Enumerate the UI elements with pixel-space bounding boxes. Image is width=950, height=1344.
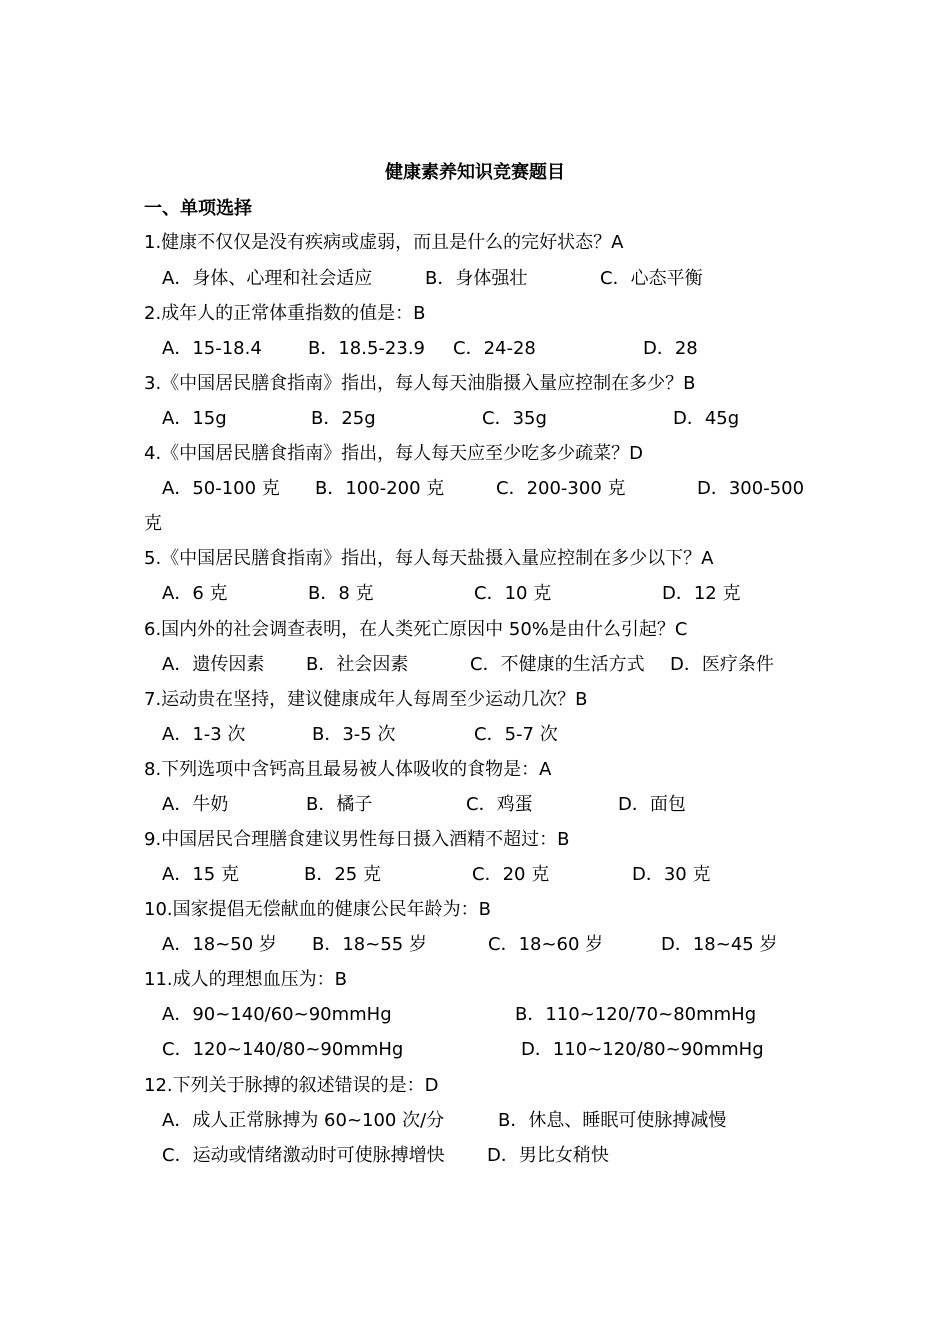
q9-option-d: D．30 克 <box>632 864 711 885</box>
q8-option-b: B．橘子 <box>306 794 373 815</box>
q1-option-a: A．身体、心理和社会适应 <box>162 268 373 289</box>
q7-option-a: A．1-3 次 <box>162 724 246 745</box>
question-8: 8.下列选项中含钙高且最易被人体吸收的食物是：A <box>144 759 552 780</box>
q11-option-b: B．110~120/70~80mmHg <box>515 1004 757 1025</box>
q5-option-a: A．6 克 <box>162 583 228 604</box>
q4-option-c: C．200-300 克 <box>496 478 626 499</box>
q3-option-d: D．45g <box>673 408 740 429</box>
question-7: 7.运动贵在坚持，建议健康成年人每周至少运动几次？B <box>144 689 588 710</box>
q12-option-b: B．休息、睡眠可使脉搏减慢 <box>498 1110 727 1131</box>
q10-option-c: C．18~60 岁 <box>488 934 604 955</box>
q2-option-b: B．18.5-23.9 <box>308 338 425 359</box>
q3-option-a: A．15g <box>162 408 227 429</box>
q11-option-c: C．120~140/80~90mmHg <box>162 1039 404 1060</box>
question-4: 4.《中国居民膳食指南》指出，每人每天应至少吃多少疏菜？D <box>144 443 644 464</box>
q10-option-a: A．18~50 岁 <box>162 934 277 955</box>
question-5: 5.《中国居民膳食指南》指出，每人每天盐摄入量应控制在多少以下？A <box>144 548 714 569</box>
section-heading: 一、单项选择 <box>144 198 252 219</box>
q12-option-a: A．成人正常脉搏为 60~100 次/分 <box>162 1110 445 1131</box>
q12-option-d: D．男比女稍快 <box>487 1145 609 1166</box>
question-3: 3.《中国居民膳食指南》指出，每人每天油脂摄入量应控制在多少？B <box>144 373 696 394</box>
q10-option-d: D．18~45 岁 <box>661 934 778 955</box>
q5-option-c: C．10 克 <box>474 583 552 604</box>
q6-option-d: D．医疗条件 <box>670 654 774 675</box>
q4-option-b: B．100-200 克 <box>315 478 445 499</box>
q5-option-b: B．8 克 <box>308 583 374 604</box>
q12-option-c: C．运动或情绪激动时可使脉搏增快 <box>162 1145 445 1166</box>
q4-option-d-wrap: 克 <box>144 513 162 534</box>
q4-option-a: A．50-100 克 <box>162 478 280 499</box>
q9-option-c: C．20 克 <box>472 864 550 885</box>
q1-option-b: B．身体强壮 <box>425 268 528 289</box>
q1-option-c: C．心态平衡 <box>600 268 703 289</box>
q6-option-b: B．社会因素 <box>306 654 409 675</box>
question-9: 9.中国居民合理膳食建议男性每日摄入酒精不超过：B <box>144 829 570 850</box>
q3-option-b: B．25g <box>311 408 376 429</box>
question-10: 10.国家提倡无偿献血的健康公民年龄为：B <box>144 899 491 920</box>
question-2: 2.成年人的正常体重指数的值是：B <box>144 303 426 324</box>
q9-option-a: A．15 克 <box>162 864 239 885</box>
q4-option-d: D．300-500 <box>697 478 805 499</box>
question-11: 11.成人的理想血压为：B <box>144 969 347 990</box>
q8-option-c: C．鸡蛋 <box>466 794 533 815</box>
q9-option-b: B．25 克 <box>304 864 381 885</box>
q3-option-c: C．35g <box>482 408 547 429</box>
q7-option-c: C．5-7 次 <box>474 724 558 745</box>
page-title: 健康素养知识竞赛题目 <box>385 162 565 183</box>
q2-option-d: D．28 <box>643 338 698 359</box>
question-12: 12.下列关于脉搏的叙述错误的是：D <box>144 1075 439 1096</box>
q2-option-c: C．24-28 <box>453 338 536 359</box>
question-1: 1.健康不仅仅是没有疾病或虚弱，而且是什么的完好状态？A <box>144 232 624 253</box>
question-6: 6.国内外的社会调查表明，在人类死亡原因中 50%是由什么引起？C <box>144 619 688 640</box>
q11-option-d: D．110~120/80~90mmHg <box>521 1039 764 1060</box>
q7-option-b: B．3-5 次 <box>312 724 396 745</box>
q8-option-a: A．牛奶 <box>162 794 229 815</box>
q2-option-a: A．15-18.4 <box>162 338 262 359</box>
q10-option-b: B．18~55 岁 <box>312 934 427 955</box>
q5-option-d: D．12 克 <box>662 583 741 604</box>
q8-option-d: D．面包 <box>618 794 686 815</box>
q11-option-a: A．90~140/60~90mmHg <box>162 1004 392 1025</box>
q6-option-c: C．不健康的生活方式 <box>470 654 645 675</box>
q6-option-a: A．遗传因素 <box>162 654 265 675</box>
